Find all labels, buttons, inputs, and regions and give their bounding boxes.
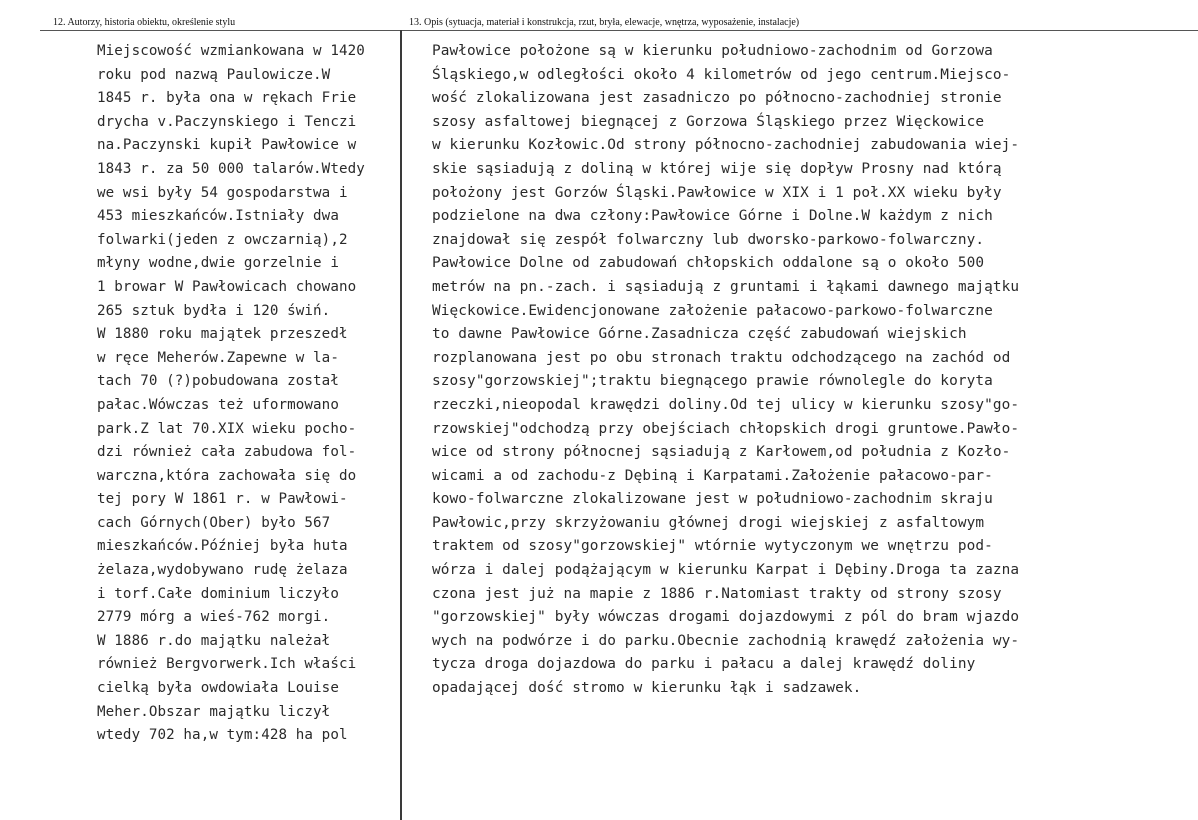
description-text-line: rzowskiej"odchodzą przy obejściach chłopskich drogi gruntowe.Pawło- [432, 420, 1020, 437]
description-text-line: wość zlokalizowana jest zasadniczo po północno-zachodniej stronie [432, 90, 1002, 107]
history-text-line: drycha v.Paczynskiego i Tenczi [97, 113, 357, 130]
history-text-line: 2779 mórg a wieś-762 morgi. [97, 609, 331, 626]
history-text-line: folwarki(jeden z owczarnią),2 [97, 231, 348, 248]
description-text-line: Pawłowice położone są w kierunku południowo-zachodnim od Gorzowa [432, 43, 993, 59]
description-text-line: rzeczki,nieopodal krawędzi doliny.Od tej ulicy w kierunku szosy"go- [432, 396, 1020, 413]
description-text-line: wicami a od zachodu-z Dębiną i Karpatami.Założenie pałacowo-par- [432, 467, 993, 484]
history-text-line: Miejscowość wzmiankowana w 1420 [97, 43, 365, 59]
history-text-line: 1 browar W Pawłowicach chowano [97, 278, 357, 295]
history-text-line: 265 sztuk bydła i 120 świń. [97, 302, 331, 319]
column-divider [400, 30, 402, 820]
description-text-line: czona jest już na mapie z 1886 r.Natomiast trakty od strony szosy [432, 585, 1002, 602]
description-text-line: Więckowice.Ewidencjonowane założenie pałacowo-parkowo-folwarczne [432, 302, 993, 319]
description-text-line: szosy asfaltowej biegnącej z Gorzowa Śląskiego przez Więckowice [432, 113, 985, 130]
history-text-line: żelaza,wydobywano rudę żelaza [97, 562, 348, 579]
history-text-line: w ręce Meherów.Zapewne w la- [97, 349, 339, 366]
description-text-line: metrów na pn.-zach. i sąsiadują z gruntami i łąkami dawnego majątku [432, 278, 1020, 295]
history-text-line: 453 mieszkańców.Istniały dwa [97, 208, 339, 225]
history-text-line: na.Paczynski kupił Pawłowice w [97, 137, 357, 154]
description-text-line: Pawłowic,przy skrzyżowaniu głównej drogi wiejskiej z asfaltowym [432, 514, 985, 531]
history-text-line: dzi również cała zabudowa fol- [97, 444, 357, 461]
description-text-line: wych na podwórze i do parku.Obecnie zachodnią krawędź założenia wy- [432, 632, 1020, 649]
history-text-line: cach Górnych(Ober) było 567 [97, 514, 331, 531]
description-text-line: Śląskiego,w odległości około 4 kilometrów od jego centrum.Miejsco- [432, 66, 1011, 83]
history-text-line: warczna,która zachowała się do [97, 467, 357, 484]
description-text-line: skie sąsiadują z doliną w której wije się dopływ Prosny nad którą [432, 160, 1002, 177]
description-text-line: opadającej dość stromo w kierunku łąk i sadzawek. [432, 680, 862, 697]
history-text-line: roku pod nazwą Paulowicze.W [97, 66, 331, 83]
description-text-line: szosy"gorzowskiej";traktu biegnącego prawie równolegle do koryta [432, 373, 993, 390]
history-text-line: 1843 r. za 50 000 talarów.Wtedy [97, 160, 365, 177]
description-text-line: kowo-folwarczne zlokalizowane jest w południowo-zachodnim skraju [432, 491, 993, 508]
description-text-line: to dawne Pawłowice Górne.Zasadnicza część zabudowań wiejskich [432, 326, 967, 343]
history-text-line: młyny wodne,dwie gorzelnie i [97, 255, 339, 272]
history-text-line: tej pory W 1861 r. w Pawłowi- [97, 491, 348, 508]
history-text-line: park.Z lat 70.XIX wieku pocho- [97, 420, 357, 437]
description-text-line: podzielone na dwa człony:Pawłowice Górne i Dolne.W każdym z nich [432, 208, 993, 225]
history-text-line: we wsi były 54 gospodarstwa i [97, 184, 348, 201]
section-13-header: 13. Opis (sytuacja, materiał i konstrukcja, rzut, bryła, elewacje, wnętrza, wyposażenie, instalacje) [409, 17, 800, 28]
history-text-line: i torf.Całe dominium liczyło [97, 585, 339, 602]
description-text-line: położony jest Gorzów Śląski.Pawłowice w XIX i 1 poł.XX wieku były [432, 184, 1002, 201]
history-text-line: tach 70 (?)pobudowana został [97, 373, 339, 390]
history-text-line: również Bergvorwerk.Ich właści [97, 656, 357, 673]
description-text-line: rozplanowana jest po obu stronach traktu odchodzącego na zachód od [432, 349, 1011, 366]
history-text-line: Meher.Obszar majątku liczył [97, 703, 331, 720]
description-text-line: "gorzowskiej" były wówczas drogami dojazdowymi z pól do bram wjazdo [432, 609, 1020, 626]
history-text-line: W 1880 roku majątek przeszedł [97, 326, 348, 343]
description-text-line: traktem od szosy"gorzowskiej" wtórnie wytyczonym we wnętrzu pod- [432, 538, 993, 555]
section-12-header: 12. Autorzy, historia obiektu, określenie stylu [53, 17, 236, 28]
header-rule [40, 30, 1198, 31]
description-text-line: znajdował się zespół folwarczny lub dworsko-parkowo-folwarczny. [432, 231, 985, 248]
history-text-line: cielką była owdowiała Louise [97, 680, 339, 697]
description-text-line: wice od strony północnej sąsiadują z Karłowem,od południa z Kozło- [432, 444, 1011, 461]
history-text-line: W 1886 r.do majątku należał [97, 632, 331, 649]
description-text-line: Pawłowice Dolne od zabudowań chłopskich oddalone są o około 500 [432, 255, 985, 272]
description-text-line: w kierunku Kozłowic.Od strony północno-zachodniej zabudowania wiej- [432, 137, 1020, 154]
history-text-line: 1845 r. była ona w rękach Frie [97, 90, 357, 107]
history-text-line: pałac.Wówczas też uformowano [97, 396, 339, 413]
description-text-line: wórza i dalej podążającym w kierunku Karpat i Dębiny.Droga ta zazna [432, 562, 1020, 579]
history-text-line: mieszkańców.Później była huta [97, 538, 348, 555]
description-text-line: tycza droga dojazdowa do parku i pałacu a dalej krawędź doliny [432, 656, 976, 673]
description-column [432, 40, 1182, 820]
history-column [97, 40, 399, 820]
history-text-line: wtedy 702 ha,w tym:428 ha pol [97, 727, 348, 744]
